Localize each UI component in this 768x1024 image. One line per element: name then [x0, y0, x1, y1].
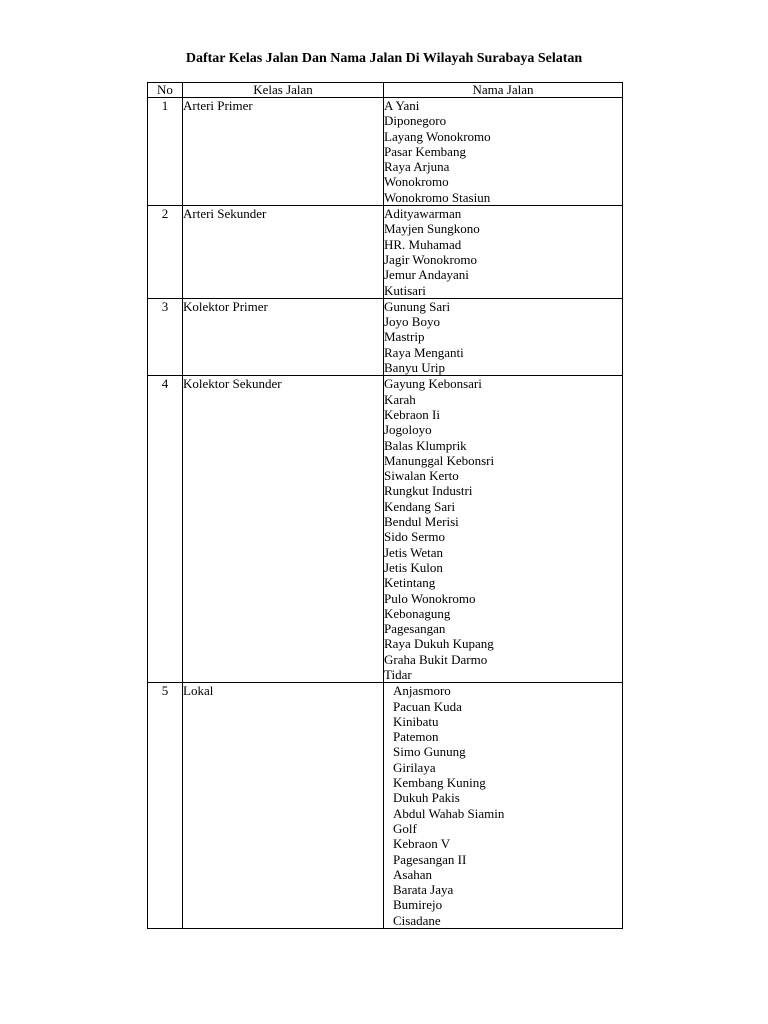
street-list: [384, 298, 623, 375]
row-number: 2: [148, 206, 183, 299]
street-name: Raya Menganti: [384, 344, 464, 360]
street-name: Tidar: [384, 666, 412, 682]
street-name: HR. Muhamad: [384, 236, 462, 252]
street-name: Karah: [384, 391, 416, 407]
street-name: Graha Bukit Darmo: [384, 651, 488, 667]
street-name: Kutisari: [384, 282, 426, 298]
row-number: 4: [148, 376, 183, 683]
street-name: Banyu Urip: [384, 360, 446, 376]
street-name: Patemon: [393, 729, 439, 745]
row-number: 5: [148, 683, 183, 929]
street-name: Jemur Andayani: [384, 267, 469, 283]
street-name: Dukuh Pakis: [393, 790, 460, 806]
street-name: Jagir Wonokromo: [384, 251, 477, 267]
table-row: [148, 206, 623, 299]
street-name: Diponegoro: [384, 113, 447, 129]
street-name: Kembang Kuning: [393, 775, 486, 791]
street-name: A Yani: [384, 98, 420, 113]
row-number: 3: [148, 298, 183, 375]
street-name: Pulo Wonokromo: [384, 590, 476, 606]
street-name: Ketintang: [384, 575, 436, 591]
table-header-row: [148, 83, 623, 98]
street-name: Wonokromo: [384, 174, 449, 190]
street-name: Anjasmoro: [393, 683, 451, 699]
street-name: Siwalan Kerto: [384, 468, 459, 484]
road-class: Kolektor Primer: [183, 298, 384, 375]
street-name: Jetis Kulon: [384, 559, 443, 575]
header-kelas-jalan: Kelas Jalan: [183, 83, 384, 98]
street-name: Adityawarman: [384, 206, 462, 222]
row-number: 1: [148, 98, 183, 206]
street-list: [384, 376, 623, 683]
street-name: Mastrip: [384, 329, 425, 345]
street-name: Raya Dukuh Kupang: [384, 636, 494, 652]
street-name: Pagesangan: [384, 621, 446, 637]
street-name: Bendul Merisi: [384, 514, 459, 530]
street-list: [384, 206, 623, 299]
road-class: Lokal: [183, 683, 384, 929]
street-name: Kebonagung: [384, 605, 451, 621]
street-name: Pagesangan II: [393, 851, 467, 867]
street-name: Raya Arjuna: [384, 159, 450, 175]
road-class-table: [147, 82, 623, 929]
street-name: Jogoloyo: [384, 422, 432, 438]
street-name: Barata Jaya: [393, 882, 454, 898]
street-name: Kebraon V: [393, 836, 451, 852]
street-name: Layang Wonokromo: [384, 128, 491, 144]
street-name: Cisadane: [393, 912, 441, 928]
street-name: Joyo Boyo: [384, 314, 440, 330]
street-name: Gunung Sari: [384, 298, 451, 314]
street-name: Rungkut Industri: [384, 483, 473, 499]
street-name: Jetis Wetan: [384, 544, 444, 560]
street-name: Pacuan Kuda: [393, 698, 462, 714]
street-name: Kinibatu: [393, 713, 439, 729]
road-class: Arteri Primer: [183, 98, 384, 206]
table-row: [148, 376, 623, 683]
road-class: Kolektor Sekunder: [183, 376, 384, 683]
table-row: [148, 683, 623, 929]
table-row: [148, 98, 623, 206]
street-name: Girilaya: [393, 759, 436, 775]
street-name: Abdul Wahab Siamin: [393, 805, 505, 821]
street-name: Bumirejo: [393, 897, 443, 913]
street-name: Simo Gunung: [393, 744, 466, 760]
street-name: Asahan: [393, 866, 432, 882]
header-no: No: [148, 83, 183, 98]
street-list: [384, 683, 623, 929]
street-name: Golf: [393, 820, 417, 836]
street-name: Kebraon Ii: [384, 406, 440, 422]
header-nama-jalan: Nama Jalan: [384, 83, 623, 98]
street-name: Kendang Sari: [384, 498, 456, 514]
road-class: Arteri Sekunder: [183, 206, 384, 299]
street-name: Wonokromo Stasiun: [384, 189, 491, 205]
street-name: Manunggal Kebonsri: [384, 452, 495, 468]
street-name: Balas Klumprik: [384, 437, 467, 453]
street-list: [384, 98, 623, 206]
street-name: Mayjen Sungkono: [384, 221, 480, 237]
document-title: Daftar Kelas Jalan Dan Nama Jalan Di Wilayah Surabaya Selatan: [185, 51, 583, 66]
street-name: Pasar Kembang: [384, 143, 466, 159]
street-name: Gayung Kebonsari: [384, 376, 482, 392]
street-name: Sido Sermo: [384, 529, 446, 545]
table-row: [148, 298, 623, 375]
